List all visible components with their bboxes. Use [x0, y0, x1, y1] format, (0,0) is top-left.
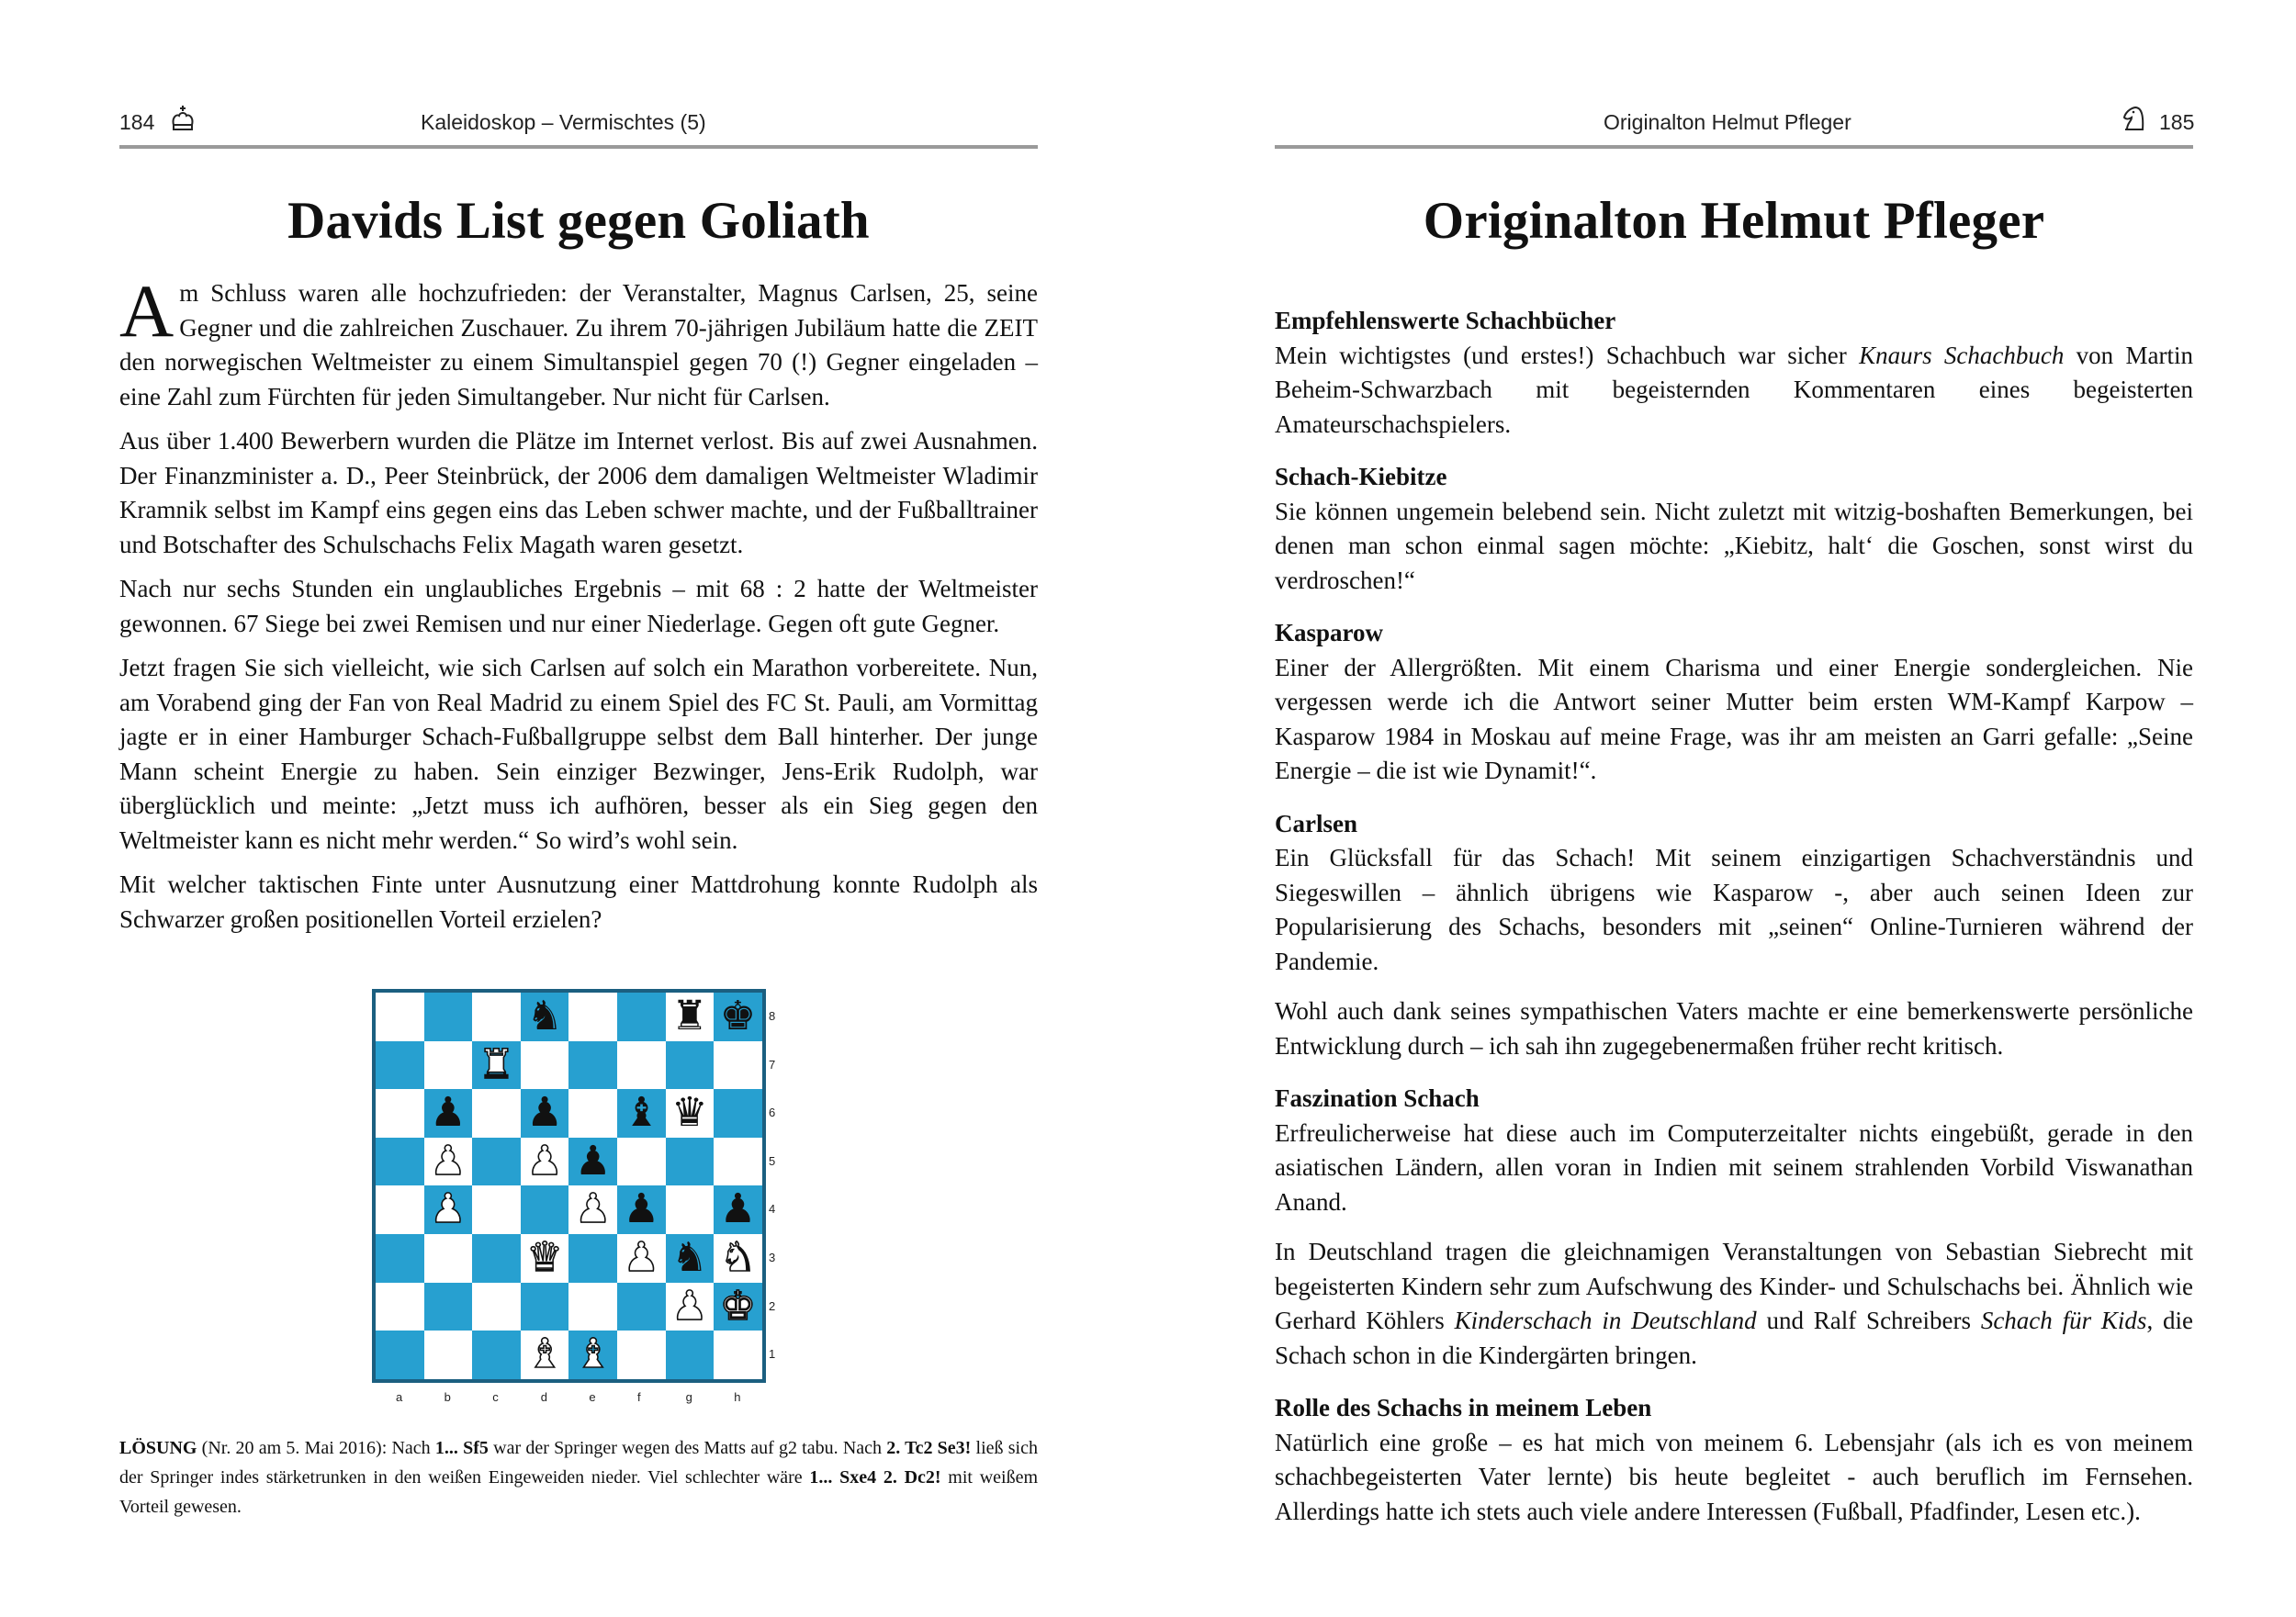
paragraph: In Deutschland tragen die gleichnamigen Veranstaltungen von Sebastian Siebrecht mit begeisterten Kindern sehr zum Aufschwung des Kinder- und Schulschachs bei. Ähnlich wie Gerhard Köhlers Kinderschach in Deutschland und Ralf Schreibers Schach für Kids, die Schach schon in die Kindergärten bringen. — [1275, 1238, 2193, 1369]
section-heading: Empfehlenswerte Schachbücher — [1275, 307, 1616, 334]
file-label: h — [734, 1390, 741, 1404]
running-head-right — [1275, 103, 2193, 149]
piece-d1: ♝ — [526, 1331, 563, 1378]
right-page — [1148, 0, 2296, 1617]
paragraph: Erfreulicherweise hat diese auch im Computerzeitalter nichts eingebüßt, gerade in den asiatischen Ländern, allen voran in Indien mit seinem strahlenden Vorbild Viswanathan Anand. — [1275, 1118, 2193, 1216]
square-h7 — [714, 1041, 762, 1090]
rank-label: 8 — [769, 1009, 776, 1023]
drop-cap: A — [119, 269, 174, 353]
paragraph: Einer der Allergrößten. Mit einem Charisma und einer Energie sondergleichen. Nie vergessen werde ich die Antwort seiner Mutter beim ersten WM-Kampf Karpow – Kasparow 1984 in Moskau auf meine Frage, was ihr am meisten an Garri gefalle: „Seine Energie – die ist wie Dynamit!“. — [1275, 653, 2193, 784]
running-head-left — [119, 103, 1038, 149]
square-b1 — [424, 1331, 473, 1379]
square-d7 — [521, 1041, 569, 1090]
move: 1... Sf5 — [434, 1438, 489, 1458]
piece-f6: ♝ — [623, 1089, 660, 1137]
piece-e5: ♟ — [574, 1137, 612, 1185]
paragraph: Am Schluss waren alle hochzufrieden: der Veranstalter, Magnus Carlsen, 25, seine Gegner und die zahlreichen Zuschauer. Zu ihrem 70-jährigen Jubiläum hatte die ZEIT den norwegischen Weltmeister zu einem Simultanspiel gegen 70 (!) Gegner eingeladen – eine Zahl zum Fürchten für jeden Simultangeber. Nur nicht für Carlsen. — [119, 269, 1038, 410]
king-icon — [167, 103, 198, 134]
move: 2. Tc2 Se3! — [886, 1438, 972, 1458]
piece-b5: ♟ — [430, 1137, 467, 1185]
paragraph: Ein Glücksfall für das Schach! Mit seinem einzigartigen Schachverständnis und Siegeswillen – ähnlich übrigens wie Kasparow -, aber auch seinen Ideen zur Popularisierung des Schachs, besonders mit „seinen“ Online-Turnieren während der Pandemie. — [1275, 844, 2193, 975]
paragraph: Mein wichtigstes (und erstes!) Schachbuch war sicher Knaurs Schachbuch von Martin Beheim-Schwarzbach mit begeisternden Kommentaren eines begeisterten Amateurschachspielers. — [1275, 341, 2193, 438]
square-f5 — [617, 1138, 666, 1186]
square-c3 — [472, 1234, 521, 1283]
running-head-title: Kaleidoskop – Vermischtes (5) — [421, 110, 706, 134]
square-h1 — [714, 1331, 762, 1379]
paragraph: Nach nur sechs Stunden ein unglaubliches Ergebnis – mit 68 : 2 hatte der Weltmeister gewonnen. 67 Siege bei zwei Remisen und nur einer Niederlage. Gegen oft gute Gegner. — [119, 575, 1038, 637]
article-title: Davids List gegen Goliath — [287, 192, 870, 250]
piece-h4: ♟ — [719, 1185, 757, 1233]
piece-g3: ♞ — [671, 1234, 708, 1281]
paragraph: Aus über 1.400 Bewerbern wurden die Plätze im Internet verlost. Bis auf zwei Ausnahmen. Der Finanzminister a. D., Peer Steinbrück, der 2006 dem damaligen Weltmeister Wladimir Kramnik selbst im Kampf eins gegen eins das Leben schwer machte, und der Fußballtrainer und Botschafter des Schulschachs Felix Magath waren gesetzt. — [119, 427, 1038, 558]
book-title: Knaurs Schachbuch — [1859, 341, 2065, 369]
piece-e1: ♝ — [574, 1331, 612, 1378]
square-c1 — [472, 1331, 521, 1379]
square-a5 — [376, 1138, 424, 1186]
square-a1 — [376, 1331, 424, 1379]
square-g7 — [666, 1041, 715, 1090]
file-label: b — [444, 1390, 451, 1404]
file-label: d — [540, 1390, 548, 1404]
square-a2 — [376, 1283, 424, 1331]
chess-diagram — [372, 989, 776, 1411]
article-body — [1275, 304, 2193, 1544]
paragraph: Natürlich eine große – es hat mich von meinem 6. Lebensjahr (als ich es von meinem schachbegeisterten Vater lernte) bis heute begleitet - auch beruflich im Fernsehen. Allerdings hatte ich stets auch viele andere Interessen (Fußball, Pfadfinder, Lesen etc.). — [1275, 1428, 2193, 1525]
piece-c7: ♜ — [478, 1040, 515, 1088]
square-f2 — [617, 1283, 666, 1331]
section-heading: Rolle des Schachs in meinem Leben — [1275, 1394, 1652, 1421]
piece-e4: ♟ — [574, 1185, 612, 1233]
square-a4 — [376, 1185, 424, 1234]
piece-h2: ♚ — [719, 1282, 757, 1330]
section-heading: Kasparow — [1275, 619, 1384, 646]
piece-g6: ♛ — [671, 1089, 708, 1137]
rank-label: 3 — [769, 1251, 776, 1264]
square-b8 — [424, 993, 473, 1041]
file-label: e — [589, 1390, 596, 1404]
square-b2 — [424, 1283, 473, 1331]
square-g1 — [666, 1331, 715, 1379]
square-f1 — [617, 1331, 666, 1379]
square-b3 — [424, 1234, 473, 1283]
square-g5 — [666, 1138, 715, 1186]
page-number: 185 — [2159, 110, 2195, 134]
square-a8 — [376, 993, 424, 1041]
square-a6 — [376, 1089, 424, 1138]
square-c2 — [472, 1283, 521, 1331]
piece-g8: ♜ — [671, 993, 708, 1039]
square-c4 — [472, 1185, 521, 1234]
page-number: 184 — [119, 110, 155, 134]
piece-b6: ♟ — [430, 1089, 467, 1137]
running-head-title: Originalton Helmut Pfleger — [1604, 110, 1851, 134]
piece-f3: ♟ — [623, 1234, 660, 1281]
square-a7 — [376, 1041, 424, 1090]
square-e2 — [568, 1283, 617, 1331]
piece-h8: ♚ — [719, 993, 757, 1039]
rank-label: 2 — [769, 1298, 776, 1313]
square-e7 — [568, 1041, 617, 1090]
file-label: a — [396, 1390, 403, 1404]
square-c8 — [472, 993, 521, 1041]
square-h5 — [714, 1138, 762, 1186]
solution-label: LÖSUNG — [119, 1438, 197, 1458]
rank-label: 5 — [769, 1153, 776, 1168]
square-f7 — [617, 1041, 666, 1090]
square-b7 — [424, 1041, 473, 1090]
square-a3 — [376, 1234, 424, 1283]
paragraph: Sie können ungemein belebend sein. Nicht zuletzt mit witzig-boshaften Bemerkungen, bei denen man schon einmal sagen möchte: „Kiebitz, halt‘ die Goschen, sonst wirst du verdroschen!“ — [1275, 497, 2193, 594]
chess-board — [372, 989, 766, 1383]
paragraph: Wohl auch dank seines sympathischen Vaters machte er eine bemerkenswerte persönliche Entwicklung durch – ich sah ihn zugegebenermaßen früher recht kritisch. — [1275, 997, 2193, 1060]
rank-label: 1 — [769, 1347, 776, 1362]
piece-h3: ♞ — [719, 1234, 757, 1281]
square-c6 — [472, 1089, 521, 1138]
piece-g2: ♟ — [671, 1282, 708, 1330]
piece-d8: ♞ — [526, 993, 563, 1039]
piece-b4: ♟ — [430, 1185, 467, 1233]
piece-d6: ♟ — [526, 1089, 563, 1137]
paragraph: Jetzt fragen Sie sich vielleicht, wie sich Carlsen auf solch ein Marathon vorbereitete. Nun, am Vorabend ging der Fan von Real Madrid zu einem Spiel des FC St. Pauli, am Vormittag jagte er in einer Hamburger Schach-Fußballgruppe selbst dem Ball hinterher. Der junge Mann scheint Energie zu haben. Sein einziger Bezwinger, Jens-Erik Rudolph, war überglücklich und meinte: „Jetzt muss ich aufhören, besser als ein Sieg gegen den Weltmeister kann es nicht mehr werden.“ So wird’s wohl sein. — [119, 654, 1038, 854]
knight-icon — [2118, 103, 2149, 134]
square-e3 — [568, 1234, 617, 1283]
square-h6 — [714, 1089, 762, 1138]
article-body — [119, 269, 1038, 947]
book-title: Kinderschach in Deutschland — [1454, 1307, 1757, 1334]
file-label: g — [685, 1390, 692, 1404]
file-label: c — [492, 1390, 499, 1404]
article-title: Originalton Helmut Pfleger — [1423, 192, 2045, 250]
rank-label: 6 — [769, 1106, 776, 1120]
book-title: Schach für Kids — [1980, 1307, 2147, 1334]
square-e8 — [568, 993, 617, 1041]
piece-f4: ♟ — [623, 1185, 660, 1233]
piece-d3: ♛ — [526, 1234, 563, 1281]
question-paragraph: Mit welcher taktischen Finte unter Ausnutzung einer Mattdrohung konnte Rudolph als Schwarzer großen positionellen Vorteil erzielen? — [119, 870, 1038, 933]
rank-label: 7 — [769, 1057, 776, 1072]
square-c5 — [472, 1138, 521, 1186]
square-d2 — [521, 1283, 569, 1331]
square-g4 — [666, 1185, 715, 1234]
file-label: f — [637, 1390, 641, 1404]
section-heading: Schach-Kiebitze — [1275, 463, 1447, 490]
square-f8 — [617, 993, 666, 1041]
square-e6 — [568, 1089, 617, 1138]
piece-d5: ♟ — [526, 1137, 563, 1185]
move: 1... Sxe4 2. Dc2! — [809, 1467, 941, 1488]
rank-label: 4 — [769, 1202, 776, 1217]
square-d4 — [521, 1185, 569, 1234]
section-heading: Carlsen — [1275, 809, 1357, 837]
section-heading: Faszination Schach — [1275, 1084, 1480, 1112]
solution-text: LÖSUNG (Nr. 20 am 5. Mai 2016): Nach 1... Sf5 war der Springer wegen des Matts auf g2 tabu. Nach 2. Tc2 Se3! ließ sich der Springer indes stärketrunken in den weißen Eingeweiden nieder. Viel schlechter wäre 1... Sxe4 2. Dc2! mit weißem Vorteil gewesen. — [119, 1438, 1039, 1517]
